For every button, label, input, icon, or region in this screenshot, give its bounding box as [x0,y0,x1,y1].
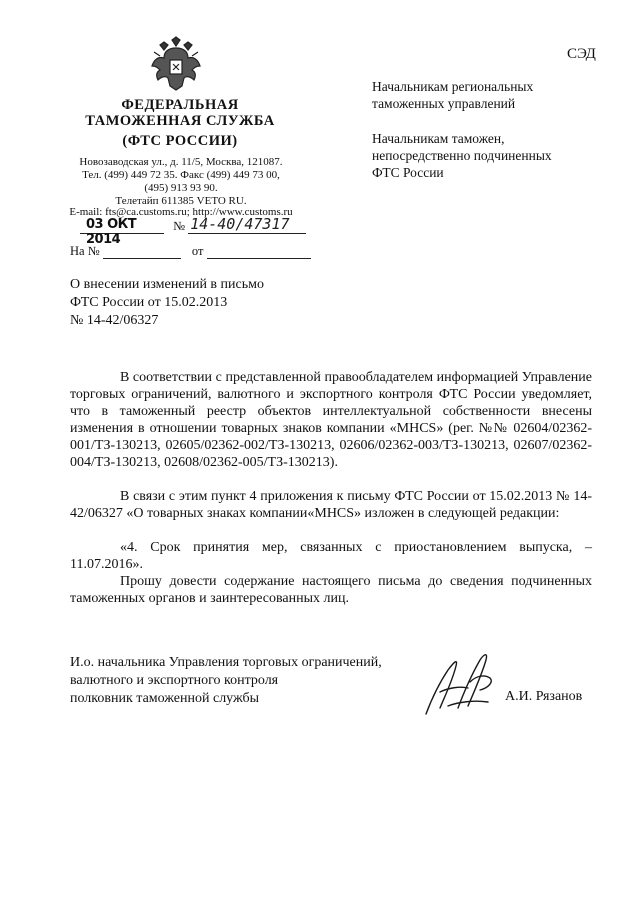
subject-block [70,276,350,330]
subject-line: О внесении изменений в письмо [70,277,264,292]
ref-from-label: от [191,244,204,258]
sed-marker: СЭД [567,46,596,62]
subject-line: № 14-42/06327 [70,313,159,328]
agency-name-line1: ФЕДЕРАЛЬНАЯ [121,97,239,113]
double-headed-eagle-emblem-icon [150,36,202,92]
agency-name-line2: ТАМОЖЕННАЯ СЛУЖБА [85,113,275,129]
email-web-line: E-mail: fts@ca.customs.ru; http://www.customs.ru [69,206,293,218]
registration-line [80,215,306,247]
recipient-line: Начальникам региональных [372,79,534,94]
signatory-name: А.И. Рязанов [505,689,583,704]
reg-number-label: № [173,219,186,233]
ref-number-label: На № [70,244,100,258]
ref-date-field [207,244,311,259]
reg-number-field [188,215,306,234]
signatory-title-line: валютного и экспортного контроля [70,673,279,688]
ref-number-field [103,244,181,259]
handwritten-signature-icon [418,648,504,722]
body-paragraph-4: Прошу довести содержание настоящего письма до сведения подчиненных таможенных органов и заинтересованных лиц. [70,574,592,606]
signatory-title-line: И.о. начальника Управления торговых ограничений, [70,655,382,670]
recipient-line: непосредственно подчиненных [372,148,552,163]
agency-abbreviation: (ФТС РОССИИ) [122,133,238,149]
recipient-line: ФТС России [372,165,444,180]
recipient-line: Начальникам таможен, [372,131,505,146]
signatory-rank-line: полковник таможенной службы [70,691,260,706]
subject-line: ФТС России от 15.02.2013 [70,295,228,310]
reference-line [70,244,311,259]
reg-number-handwritten: 14-40/47317 [190,215,290,233]
teletype-line: Телетайп 611385 VETO RU. [115,195,247,207]
body-paragraph-3: «4. Срок принятия мер, связанных с приостановлением выпуска, – 11.07.2016». [70,540,592,572]
phone-fax-line: Тел. (499) 449 72 35. Факс (499) 449 73 00, [82,169,280,181]
reg-date-field [80,217,164,247]
phone-line: (495) 913 93 90. [144,182,218,194]
reg-date-stamp: 03 ОКТ 2014 [86,217,137,247]
signatory-title-block [70,654,450,708]
address-line: Новозаводская ул., д. 11/5, Москва, 121087. [79,156,283,168]
body-paragraph-2: В связи с этим пункт 4 приложения к письму ФТС России от 15.02.2013 № 14-42/06327 «О товарных знаках компании«MHCS» изложен в следующей редакции: [70,489,592,521]
body-paragraph-1: В соответствии с представленной правообладателем информацией Управление торговых ограничений, валютного и экспортного контроля ФТС России уведомляет, что в таможенный реестр объектов интеллектуальной собственности внесены изменения в отношении товарных знаков компании «MHCS» (рег. №№ 02604/02362-001/ТЗ-130213, 02605/02362-002/ТЗ-130213, 02606/02362-003/ТЗ-130213, 02607/02362-004/ТЗ-130213, 02608/02362-005/ТЗ-130213). [70,370,592,470]
recipient-line: таможенных управлений [372,96,516,111]
